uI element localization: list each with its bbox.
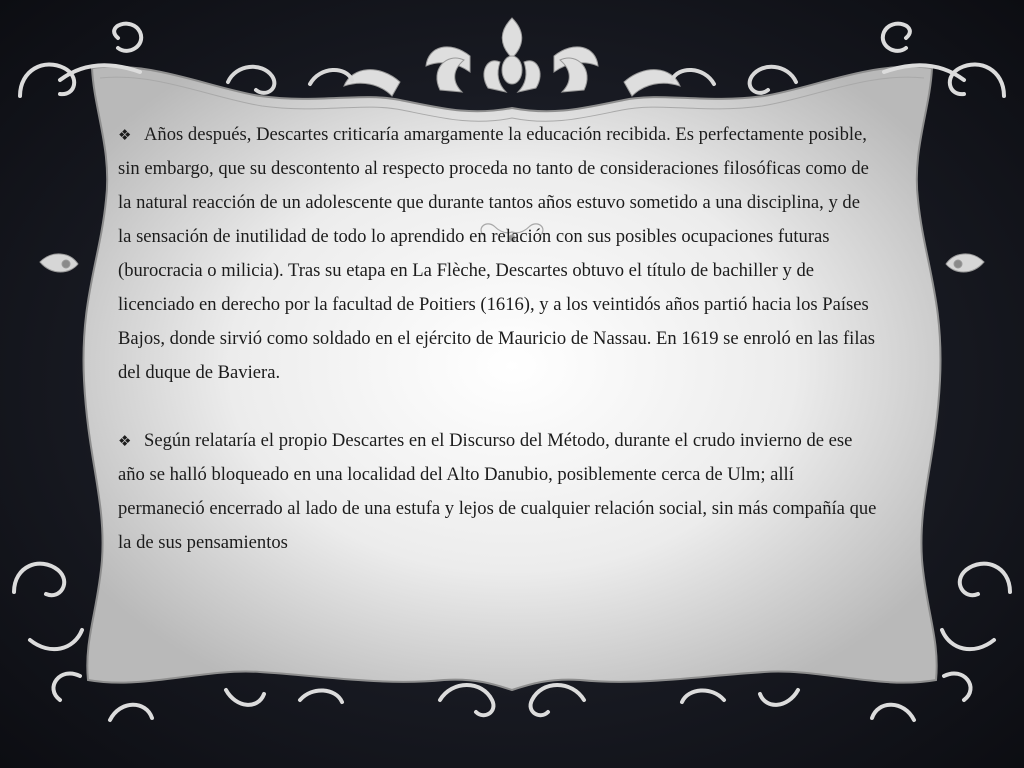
paragraph-2: [118, 424, 878, 560]
paragraph-1-text: Años después, Descartes criticaría amargamente la educación recibida. Es perfectamente posible, sin embargo, que su descontento al respecto proceda no tanto de consideraciones filosóficas como de la natural reacción de un adolescente que durante tantos años estuvo sometido a una disciplina, y de la sensación de inutilidad de todo lo aprendido en relación con sus posibles ocupaciones futuras (burocracia o milicia). Tras su etapa en La Flèche, Descartes obtuvo el título de bachiller y de licenciado en derecho por la facultad de Poitiers (1616), y a los veintidós años partió hacia los Países Bajos, donde sirvió como soldado en el ejército de Mauricio de Nassau. En 1619 se enroló en las filas del duque de Baviera.: [118, 124, 875, 383]
slide-content: [118, 118, 878, 560]
paragraph-1: [118, 118, 878, 390]
paragraph-2-text: Según relataría el propio Descartes en el Discurso del Método, durante el crudo invierno de ese año se halló bloqueado en una localidad del Alto Danubio, posiblemente cerca de Ulm; allí permaneció encerrado al lado de una estufa y lejos de cualquier relación social, sin más compañía que la de sus pensamientos: [118, 430, 877, 553]
diamond-bullet-icon: ❖: [118, 432, 132, 450]
left-side-ornament-icon: [40, 254, 78, 272]
right-side-ornament-icon: [946, 254, 984, 272]
diamond-bullet-icon: ❖: [118, 126, 132, 144]
top-ornament-icon: [344, 18, 680, 96]
